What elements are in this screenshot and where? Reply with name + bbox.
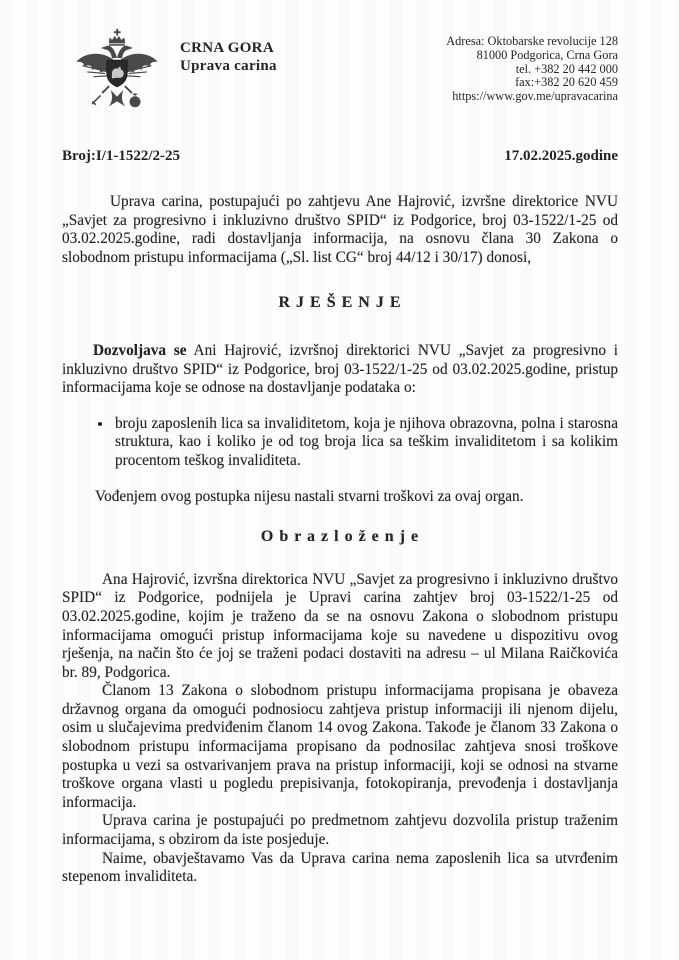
rationale-section [62,571,618,887]
address-line-street: Adresa: Oktobarske revolucije 128 [446,34,618,48]
address-line-fax: fax:+382 20 620 459 [515,75,618,90]
decision-lead-bold: Dozvoljava se [93,341,187,359]
org-title-block [180,39,277,75]
intro-paragraph: Uprava carina, postupajući po zahtjevu Ane Hajrović, izvršne direktorice NVU „Savjet za progresivno i inkluzivno društvo SPID“ iz Podgorice, broj 03-1522/1-25 od 03.02.2025.godine, radi dostavljanja informacija, na osnovu člana 30 Zakona o slobodnom pristupu informacijama („Sl. list CG“ broj 44/12 i 30/17) donosi, [62,193,618,266]
reference-number: Broj:I/1-1522/2-25 [62,148,181,164]
rationale-paragraph-2: Članom 13 Zakona o slobodnom pristupu informacijama propisana je obaveza državnog organa da omogući podnosiocu zahtjeva pristup informaciji ili njenom dijelu, osim u slučajevima predviđenim članom 14 ovog Zakona. Takođe je članom 33 Zakona o slobodnom pristupu informacijama propisano da podnosilac zahtjeva snosi troškove postupka u vezi sa ostvarivanjem prava na pristup informaciji, koji se odnosi na stvarne troškove organa vlasti u pogledu prepisivanja, fotokopiranja, prevođenja i dostavljanja informacija. [62,682,618,811]
address-line-url: https://www.gov.me/upravacarina [452,89,618,104]
org-country: CRNA GORA [180,40,274,56]
decision-paragraph [62,342,618,398]
bullet-list [62,415,618,471]
rationale-paragraph-1: Ana Hajrović, izvršna direktorica NVU „Savjet za progresivno i inkluzivno društvo SPID“ iz Podgorice, podnijela je Upravi carina zahtjev broj 03-1522/1-25 od 03.02.2025.godine, kojim je traženo da se na osnovu Zakona o slobodnom pristupu informacijama omogući pristup informacijama koje su navedene u dispozitivu ovog rješenja, na način što će joj se traženi podaci dostaviti na adresu – ul Milana Raičkovića br. 89, Podgorica. [62,570,618,681]
montenegro-coat-of-arms-icon [70,26,164,132]
document-body [62,193,618,887]
document-date: 17.02.2025.godine [504,148,618,164]
rationale-paragraph-4: Naime, obavještavamo Vas da Uprava carina nema zaposlenih lica sa utvrđenim stepenom invaliditeta. [62,849,618,886]
rationale-paragraph-3: Uprava carina je postupajući po predmetnom zahtjevu dozvolila pristup traženim informacijama, s obzirom da iste posjeduje. [62,812,618,849]
document-header [62,26,618,138]
bullet-item: • broju zaposlenih lica sa invaliditetom, koja je njihova obrazovna, polna i starosna struktura, kao i koliko je od tog broja lica sa teškim invaliditetom i sa kolikim procentom teškog invaliditeta. [113,415,618,471]
reference-row [62,148,618,165]
address-line-city: 81000 Podgorica, Crna Gora [476,47,618,62]
address-block [446,35,618,104]
rationale-title: O b r a z l o ž e n j e [260,528,420,546]
costs-note: Vođenjem ovog postupka nijesu nastali stvarni troškovi za ovaj organ. [95,487,524,505]
decision-lead-rest: Ani Hajrović, izvršnoj direktorici NVU „Savjet za progresivno i inkluzivno društvo SPID“ iz Podgorice, broj 03-1522/1-25 od 03.02.2025.godine, pristup informacijama koje se odnose na dostavljanje podataka o: [62,341,619,397]
org-name: Uprava carina [180,58,277,74]
decision-title: R J E Š E N J E [278,294,402,312]
address-line-tel: tel. +382 20 442 000 [515,61,618,76]
